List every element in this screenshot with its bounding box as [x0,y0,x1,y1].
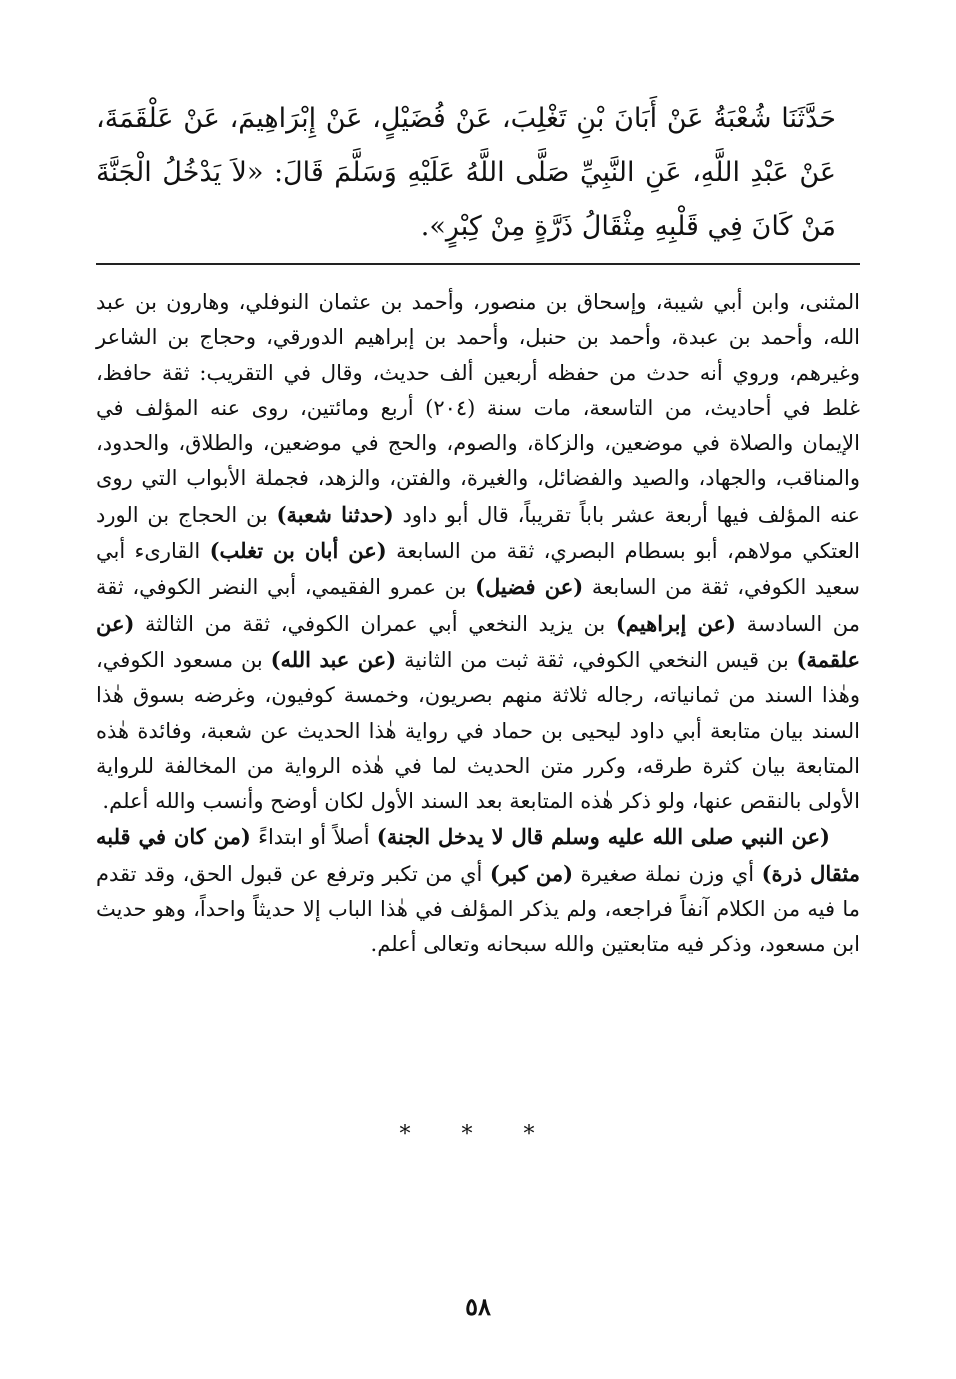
commentary-text: بن مسعود الكوفي، وهٰذا السند من ثمانياته، رجاله ثلاثة منهم بصريون، وخمسة كوفيون، وغرضه بسوق هٰذا السند بيان متابعة أبي داود ليحيى بن حماد في رواية هٰذا الحديث عن شعبة، وفائدة هٰذه المتابعة بيان كثرة طرقه، وكرر متن الحديث لما في هٰذه الرواية من المخالفة للرواية الأولى بالنقص عنها، ولو ذكر هٰذه المتابعة بعد السند الأول لكان أوضح وأنسب والله أعلم. [96,647,860,814]
hadith-quote: (من كبر) [489,860,574,886]
narrator-name: (حدثنا شعبة) [276,501,394,527]
commentary-text: القارىء أبي سعيد الكوفي، ثقة من السابعة [96,539,860,600]
commentary-text: بن الحجاج بن الورد العتكي مولاهم، أبو بسطام البصري، ثقة من السابعة [96,502,860,564]
page-number: ٥٨ [465,1292,491,1321]
commentary-text: أصلاً أو ابتداءً [258,825,370,850]
hadith-quote: (من كان في قلبه مثقال ذرة) [96,824,860,886]
commentary-paragraph-1 [96,285,860,819]
commentary-text: بن قيس النخعي الكوفي، ثقة ثبت من الثانية [404,647,789,672]
section-separator: * * * [399,1122,557,1147]
commentary-text: المثنى، وابن أبي شيبة، وإسحاق بن منصور، وأحمد بن عثمان النوفلي، وهارون بن عبد الله، وأحمد بن عبدة، وأحمد بن حنبل، وأحمد بن إبراهيم الدورقي، وحجاج بن الشاعر وغيرهم، وروي أنه حدث من حفظه أربعين ألف حديث، وقال في التقريب: ثقة حافظ، غلط في أحاديث، من التاسعة، مات سنة (٢٠٤) أربع ومائتين، روى عنه المؤلف في الإيمان والصلاة في موضعين، والزكاة، والصوم، والحج في موضعين، والطلاق، والحدود، والمناقب، والجهاد، والصيد والفضائل، والغيرة، والفتن، والزهد، فجملة الأبواب التي روى عنه المؤلف فيها أربعة عشر باباً تقريباً، قال أبو داود [96,290,860,527]
hadith-quote: (عن النبي صلى الله عليه وسلم قال لا يدخل الجنة) [376,824,830,850]
narrator-name: (عن إبراهيم) [615,610,736,636]
footnote-divider [96,263,860,265]
narrator-name: (عن فضيل) [475,574,584,600]
hadith-text: حَدَّثَنَا شُعْبَةُ عَنْ أَبَانَ بْنِ تَغْلِبَ، عَنْ فُضَيْلٍ، عَنْ إِبْرَاهِيمَ، عَنْ عَلْقَمَةَ، عَنْ عَبْدِ اللَّهِ، عَنِ النَّبِيِّ صَلَّى اللَّهُ عَلَيْهِ وَسَلَّمَ قَالَ: «لاَ يَدْخُلُ الْجَنَّةَ مَنْ كَانَ فِي قَلْبِهِ مِثْقَالُ ذَرَّةٍ مِنْ كِبْرٍ». [96,103,836,242]
commentary-text: بن عمرو الفقيمي، أبي النضر الكوفي، ثقة من السادسة [96,575,860,636]
commentary-paragraph-2 [96,819,860,962]
commentary-text: بن يزيد النخعي أبي عمران الكوفي، ثقة من الثالثة [145,611,606,636]
narrator-name: (عن علقمة) [96,610,860,672]
narrator-name: (عن أبان بن تغلب) [209,538,387,564]
narrator-name: (عن عبد الله) [270,646,397,672]
commentary-text: أي من تكبر وترفع عن قبول الحق، وقد تقدم ما فيه من الكلام آنفاً فراجعه، ولم يذكر المؤلف في هٰذا الباب إلا حديثاً واحداً، وهو حديث ابن مسعود، وذكر فيه متابعتين والله سبحانه وتعالى أعلم. [96,861,860,957]
commentary-section [96,285,860,963]
commentary-text: أي وزن نملة صغيرة [580,861,755,886]
